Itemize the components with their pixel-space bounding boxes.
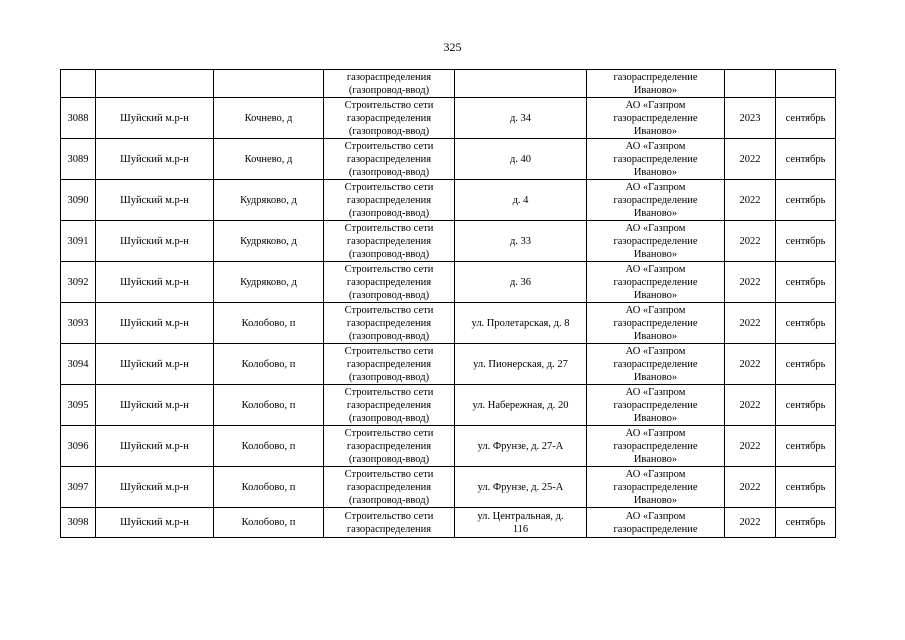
cell-number: 3088 (61, 98, 96, 139)
cell-text-line: АО «Газпром (625, 386, 686, 398)
cell-month: сентябрь (776, 98, 836, 139)
cell-address (455, 467, 587, 508)
cell-text-line: АО «Газпром (625, 468, 686, 480)
table-body (61, 70, 836, 538)
cell-work-type (324, 508, 455, 538)
cell-text-line: газораспределения (346, 358, 432, 370)
cell-number: 3090 (61, 180, 96, 221)
cell-text-line: Иваново» (633, 248, 678, 260)
cell-text-line: (газопровод-ввод) (348, 248, 430, 260)
cell-text-line: Строительство сети (344, 181, 434, 193)
page-number: 325 (443, 40, 462, 54)
cell-district: Шуйский м.р-н (96, 221, 214, 262)
cell-address (455, 180, 587, 221)
cell-text-line: (газопровод-ввод) (348, 207, 430, 219)
cell-text-line: газораспределение (613, 276, 698, 288)
cell-organization (587, 426, 725, 467)
cell-text-line: газораспределение (613, 112, 698, 124)
cell-district: Шуйский м.р-н (96, 426, 214, 467)
cell-text-line: ул. Фрунзе, д. 27-А (477, 440, 564, 452)
cell-text-line: газораспределения (346, 399, 432, 411)
cell-address (455, 344, 587, 385)
cell-text-line: (газопровод-ввод) (348, 412, 430, 424)
cell-district: Шуйский м.р-н (96, 508, 214, 538)
cell-text-line: АО «Газпром (625, 510, 686, 522)
cell-text-line: д. 33 (509, 235, 532, 247)
cell-text-line: д. 36 (509, 276, 532, 288)
cell-work-type (324, 139, 455, 180)
data-table (60, 69, 836, 538)
cell-text-line: (газопровод-ввод) (348, 125, 430, 137)
cell-text-line: Строительство сети (344, 345, 434, 357)
cell-text-line: Строительство сети (344, 427, 434, 439)
cell-text-line: Иваново» (633, 330, 678, 342)
cell-text-line: АО «Газпром (625, 345, 686, 357)
cell-text-line: газораспределение (613, 153, 698, 165)
cell-text-line: Строительство сети (344, 304, 434, 316)
cell-number (61, 70, 96, 98)
cell-text-line: газораспределение (613, 71, 698, 83)
cell-district: Шуйский м.р-н (96, 139, 214, 180)
cell-text-line: Строительство сети (344, 99, 434, 111)
cell-text-line: Иваново» (633, 494, 678, 506)
table-row (61, 344, 836, 385)
cell-month: сентябрь (776, 426, 836, 467)
cell-number: 3095 (61, 385, 96, 426)
cell-text-line: Строительство сети (344, 386, 434, 398)
cell-text-line: (газопровод-ввод) (348, 453, 430, 465)
cell-month (776, 70, 836, 98)
cell-text-line: газораспределение (613, 317, 698, 329)
cell-text-line: газораспределения (346, 235, 432, 247)
cell-text-line: АО «Газпром (625, 181, 686, 193)
cell-organization (587, 98, 725, 139)
cell-text-line: (газопровод-ввод) (348, 371, 430, 383)
cell-work-type (324, 426, 455, 467)
cell-organization (587, 467, 725, 508)
cell-year: 2022 (725, 262, 776, 303)
cell-number: 3093 (61, 303, 96, 344)
cell-work-type (324, 262, 455, 303)
cell-number: 3094 (61, 344, 96, 385)
cell-number: 3096 (61, 426, 96, 467)
cell-text-line: Строительство сети (344, 263, 434, 275)
cell-text-line: д. 4 (512, 194, 529, 206)
cell-district: Шуйский м.р-н (96, 180, 214, 221)
cell-text-line: газораспределение (613, 399, 698, 411)
cell-text-line: д. 40 (509, 153, 532, 165)
cell-text-line: (газопровод-ввод) (348, 84, 430, 96)
table-row (61, 139, 836, 180)
table-row (61, 426, 836, 467)
cell-locality (214, 70, 324, 98)
cell-organization (587, 262, 725, 303)
cell-work-type (324, 70, 455, 98)
cell-text-line: Иваново» (633, 125, 678, 137)
cell-text-line: газораспределения (346, 153, 432, 165)
cell-locality: Кудряково, д (214, 180, 324, 221)
cell-organization (587, 180, 725, 221)
cell-organization (587, 303, 725, 344)
cell-text-line: ул. Пионерская, д. 27 (473, 358, 568, 370)
cell-text-line: ул. Фрунзе, д. 25-А (477, 481, 564, 493)
cell-district: Шуйский м.р-н (96, 385, 214, 426)
cell-month: сентябрь (776, 180, 836, 221)
cell-number: 3091 (61, 221, 96, 262)
cell-work-type (324, 180, 455, 221)
cell-month: сентябрь (776, 385, 836, 426)
cell-text-line: газораспределения (346, 276, 432, 288)
cell-year: 2022 (725, 426, 776, 467)
cell-text-line: Иваново» (633, 84, 678, 96)
cell-text-line: д. 34 (509, 112, 532, 124)
cell-text-line: АО «Газпром (625, 222, 686, 234)
cell-number: 3098 (61, 508, 96, 538)
table-row (61, 508, 836, 538)
cell-text-line: газораспределение (613, 523, 698, 535)
cell-month: сентябрь (776, 508, 836, 538)
cell-month: сентябрь (776, 262, 836, 303)
cell-text-line: (газопровод-ввод) (348, 166, 430, 178)
cell-address (455, 262, 587, 303)
table-row (61, 303, 836, 344)
table-row (61, 467, 836, 508)
cell-year: 2022 (725, 221, 776, 262)
cell-year: 2022 (725, 385, 776, 426)
cell-work-type (324, 98, 455, 139)
cell-month: сентябрь (776, 139, 836, 180)
cell-month: сентябрь (776, 303, 836, 344)
cell-number: 3097 (61, 467, 96, 508)
cell-text-line: Иваново» (633, 289, 678, 301)
cell-text-line: 116 (512, 523, 529, 535)
cell-district: Шуйский м.р-н (96, 344, 214, 385)
cell-text-line: Строительство сети (344, 468, 434, 480)
cell-month: сентябрь (776, 344, 836, 385)
cell-locality: Колобово, п (214, 426, 324, 467)
cell-work-type (324, 385, 455, 426)
cell-locality: Колобово, п (214, 385, 324, 426)
cell-district: Шуйский м.р-н (96, 467, 214, 508)
cell-text-line: Строительство сети (344, 510, 434, 522)
cell-district: Шуйский м.р-н (96, 262, 214, 303)
cell-month: сентябрь (776, 467, 836, 508)
cell-organization (587, 70, 725, 98)
cell-text-line: АО «Газпром (625, 263, 686, 275)
cell-year: 2022 (725, 344, 776, 385)
cell-text-line: Строительство сети (344, 222, 434, 234)
cell-organization (587, 221, 725, 262)
cell-text-line: АО «Газпром (625, 140, 686, 152)
cell-year: 2022 (725, 139, 776, 180)
cell-organization (587, 508, 725, 538)
cell-text-line: газораспределения (346, 71, 432, 83)
cell-year: 2023 (725, 98, 776, 139)
cell-district (96, 70, 214, 98)
cell-text-line: Иваново» (633, 371, 678, 383)
cell-text-line: газораспределения (346, 523, 432, 535)
cell-text-line: Иваново» (633, 453, 678, 465)
cell-work-type (324, 221, 455, 262)
cell-address (455, 221, 587, 262)
cell-work-type (324, 303, 455, 344)
cell-address (455, 508, 587, 538)
cell-address (455, 303, 587, 344)
cell-address (455, 70, 587, 98)
cell-locality: Колобово, п (214, 303, 324, 344)
cell-locality: Кудряково, д (214, 262, 324, 303)
cell-text-line: газораспределения (346, 481, 432, 493)
cell-locality: Колобово, п (214, 508, 324, 538)
cell-text-line: (газопровод-ввод) (348, 289, 430, 301)
cell-address (455, 385, 587, 426)
table-row (61, 385, 836, 426)
cell-text-line: АО «Газпром (625, 427, 686, 439)
cell-text-line: ул. Набережная, д. 20 (472, 399, 569, 411)
cell-text-line: АО «Газпром (625, 304, 686, 316)
cell-month: сентябрь (776, 221, 836, 262)
cell-organization (587, 385, 725, 426)
cell-text-line: Иваново» (633, 207, 678, 219)
cell-year: 2022 (725, 467, 776, 508)
cell-work-type (324, 467, 455, 508)
cell-locality: Кочнево, д (214, 139, 324, 180)
cell-text-line: газораспределения (346, 317, 432, 329)
cell-text-line: Иваново» (633, 166, 678, 178)
cell-text-line: (газопровод-ввод) (348, 494, 430, 506)
cell-text-line: газораспределения (346, 440, 432, 452)
cell-year: 2022 (725, 508, 776, 538)
table-row (61, 221, 836, 262)
cell-text-line: ул. Пролетарская, д. 8 (471, 317, 570, 329)
cell-locality: Кудряково, д (214, 221, 324, 262)
cell-text-line: газораспределение (613, 358, 698, 370)
cell-text-line: (газопровод-ввод) (348, 330, 430, 342)
cell-text-line: АО «Газпром (625, 99, 686, 111)
table-row (61, 70, 836, 98)
cell-year: 2022 (725, 303, 776, 344)
cell-text-line: газораспределение (613, 194, 698, 206)
cell-text-line: газораспределение (613, 440, 698, 452)
cell-district: Шуйский м.р-н (96, 98, 214, 139)
cell-text-line: ул. Центральная, д. (477, 510, 564, 522)
cell-district: Шуйский м.р-н (96, 303, 214, 344)
cell-text-line: газораспределения (346, 112, 432, 124)
cell-locality: Кочнево, д (214, 98, 324, 139)
cell-text-line: газораспределение (613, 235, 698, 247)
cell-text-line: Иваново» (633, 412, 678, 424)
cell-number: 3092 (61, 262, 96, 303)
cell-address (455, 139, 587, 180)
cell-number: 3089 (61, 139, 96, 180)
cell-locality: Колобово, п (214, 344, 324, 385)
cell-text-line: газораспределения (346, 194, 432, 206)
cell-organization (587, 139, 725, 180)
cell-address (455, 426, 587, 467)
table-row (61, 180, 836, 221)
cell-work-type (324, 344, 455, 385)
cell-address (455, 98, 587, 139)
cell-organization (587, 344, 725, 385)
table-row (61, 262, 836, 303)
cell-text-line: Строительство сети (344, 140, 434, 152)
cell-year: 2022 (725, 180, 776, 221)
cell-year (725, 70, 776, 98)
cell-text-line: газораспределение (613, 481, 698, 493)
table-row (61, 98, 836, 139)
cell-locality: Колобово, п (214, 467, 324, 508)
